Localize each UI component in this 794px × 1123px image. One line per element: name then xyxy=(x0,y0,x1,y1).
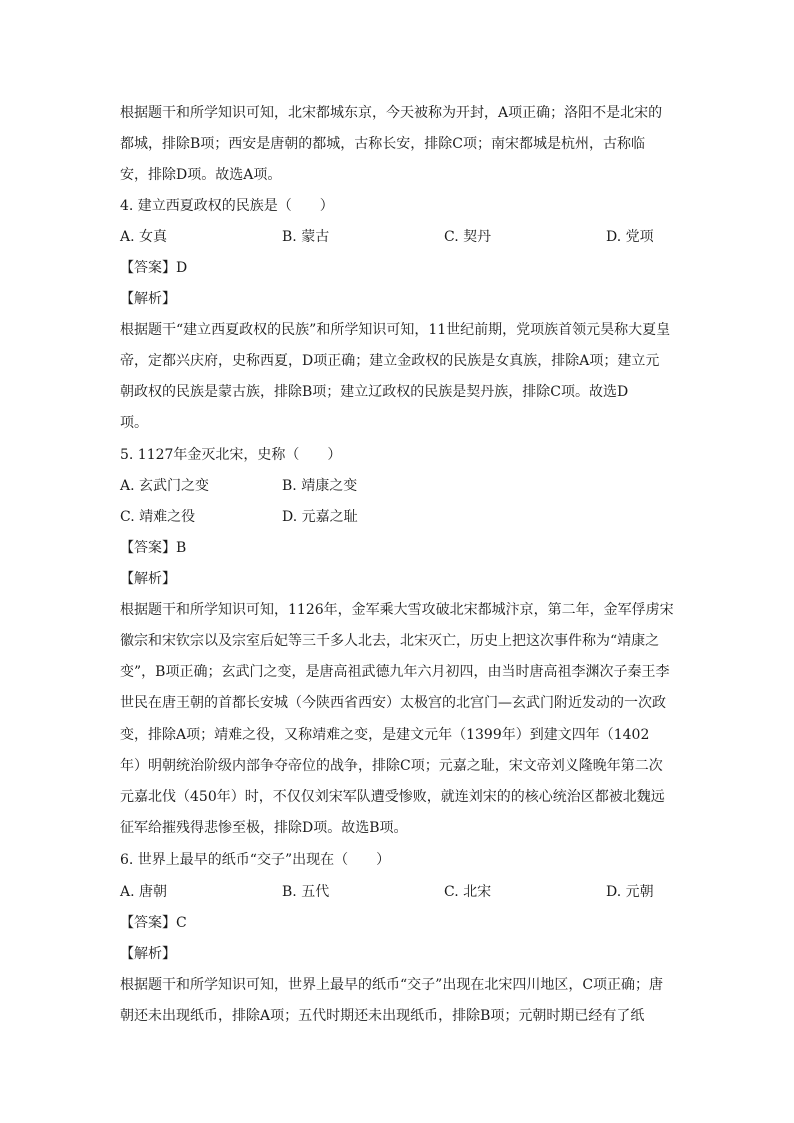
q5-analysis-line-5: 变，排除A项；靖难之役，又称靖难之变，是建文元年（1399年）到建文四年（1402 xyxy=(120,727,650,743)
q5-analysis-line-3: 变”，B项正确；玄武门之变，是唐高祖武德九年六月初四，由当时唐高祖李渊次子秦王李 xyxy=(120,664,670,680)
q4-answer: 【答案】D xyxy=(120,260,188,276)
q4-stem: 4. 建立西夏政权的民族是（ ） xyxy=(120,198,334,214)
q6-stem: 6. 世界上最早的纸币“交子”出现在（ ） xyxy=(120,852,391,868)
q3-analysis-line-3: 安，排除D项。故选A项。 xyxy=(120,167,282,183)
q5-option-d: D. 元嘉之耻 xyxy=(282,509,358,525)
q6-analysis-line-2: 朝还未出现纸币，排除A项；五代时期还未出现纸币，排除B项；元朝时期已经有了纸 xyxy=(120,1008,645,1024)
q4-analysis-line-4: 项。 xyxy=(120,415,148,431)
q4-analysis-line-1: 根据题干“建立西夏政权的民族”和所学知识可知，11世纪前期，党项族首领元昊称大夏皇 xyxy=(120,322,671,338)
q6-option-a: A. 唐朝 xyxy=(120,884,168,900)
q4-option-c: C. 契丹 xyxy=(444,229,492,245)
q5-option-b: B. 靖康之变 xyxy=(282,478,358,494)
q5-option-c: C. 靖难之役 xyxy=(120,509,196,525)
q5-analysis-line-1: 根据题干和所学知识可知，1126年，金军乘大雪攻破北宋都城汴京，第二年，金军俘虏宋 xyxy=(120,602,674,618)
q6-analysis-line-1: 根据题干和所学知识可知，世界上最早的纸币“交子”出现在北宋四川地区，C项正确；唐 xyxy=(120,977,664,993)
q6-option-d: D. 元朝 xyxy=(606,884,654,900)
q4-option-b: B. 蒙古 xyxy=(282,229,330,245)
q5-stem: 5. 1127年金灭北宋，史称（ ） xyxy=(120,447,342,463)
q5-answer: 【答案】B xyxy=(120,540,187,556)
q4-option-a: A. 女真 xyxy=(120,229,168,245)
q5-option-a: A. 玄武门之变 xyxy=(120,478,210,494)
q5-analysis-line-8: 征军给摧残得悲惨至极，排除D项。故选B项。 xyxy=(120,820,408,836)
q4-option-d: D. 党项 xyxy=(606,229,654,245)
q6-analysis-label: 【解析】 xyxy=(120,946,176,962)
q4-analysis-line-2: 帝，定都兴庆府，史称西夏，D项正确；建立金政权的民族是女真族，排除A项；建立元 xyxy=(120,353,660,369)
q6-option-b: B. 五代 xyxy=(282,884,330,900)
q5-analysis-line-6: 年）明朝统治阶级内部争夺帝位的战争，排除C项；元嘉之耻，宋文帝刘义隆晚年第二次 xyxy=(120,758,663,774)
q4-analysis-line-3: 朝政权的民族是蒙古族，排除B项；建立辽政权的民族是契丹族，排除C项。故选D xyxy=(120,384,629,400)
q5-analysis-line-4: 世民在唐王朝的首都长安城（今陕西省西安）太极宫的北宫门—玄武门附近发动的一次政 xyxy=(120,695,666,711)
q5-analysis-line-2: 徽宗和宋钦宗以及宗室后妃等三千多人北去，北宋灭亡，历史上把这次事件称为“靖康之 xyxy=(120,633,660,649)
q3-analysis-line-1: 根据题干和所学知识可知，北宋都城东京，今天被称为开封，A项正确；洛阳不是北宋的 xyxy=(120,105,663,121)
q5-analysis-label: 【解析】 xyxy=(120,571,176,587)
q6-answer: 【答案】C xyxy=(120,915,187,931)
q5-analysis-line-7: 元嘉北伐（450年）时，不仅仅刘宋军队遭受惨败，就连刘宋的的核心统治区都被北魏远 xyxy=(120,789,665,805)
q4-analysis-label: 【解析】 xyxy=(120,291,176,307)
q3-analysis-line-2: 都城，排除B项；西安是唐朝的都城，古称长安，排除C项；南宋都城是杭州，古称临 xyxy=(120,136,645,152)
q6-option-c: C. 北宋 xyxy=(444,884,492,900)
